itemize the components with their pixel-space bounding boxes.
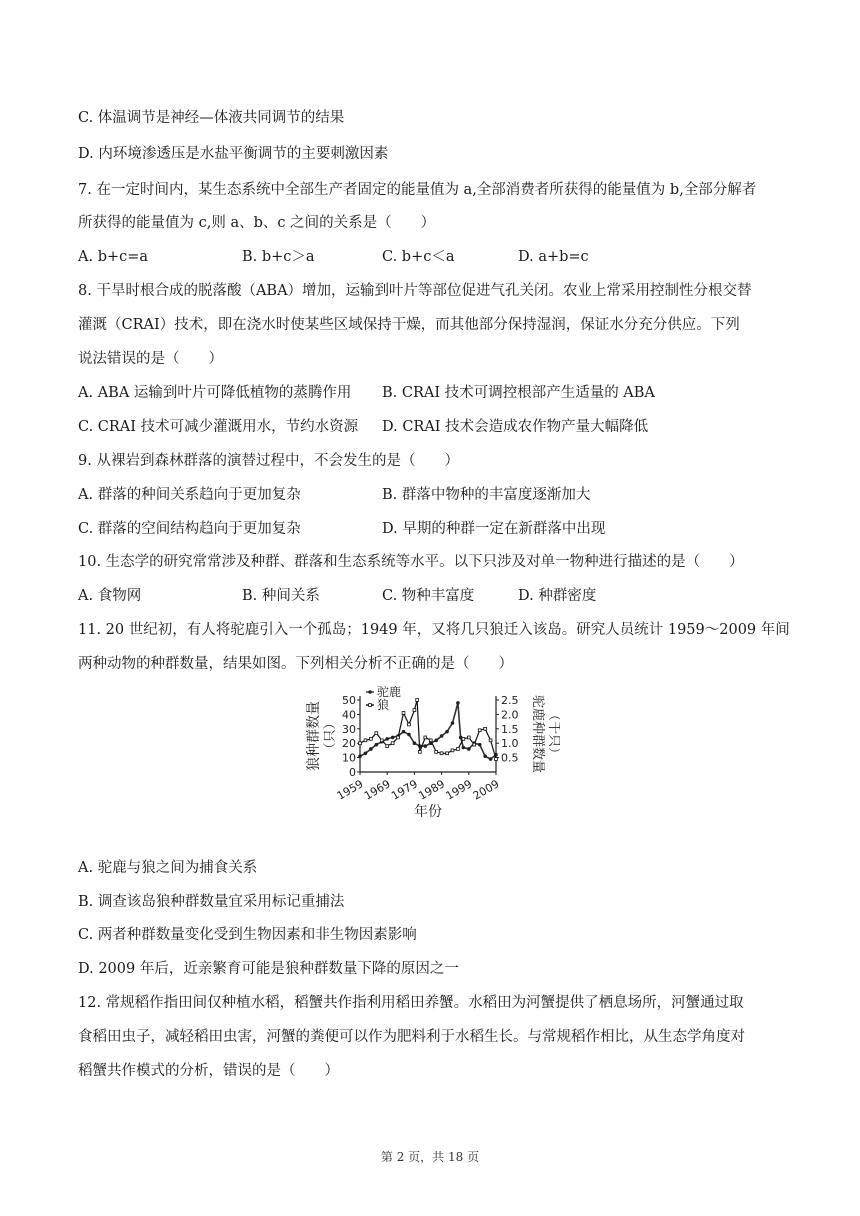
series-point-0 bbox=[407, 733, 411, 737]
left-tick-label: 10 bbox=[342, 751, 356, 765]
series-point-1 bbox=[364, 739, 367, 742]
q7-option-c[interactable]: C. b+c＜a bbox=[382, 249, 455, 265]
series-point-1 bbox=[435, 750, 438, 753]
population-chart bbox=[300, 686, 560, 822]
series-point-1 bbox=[424, 736, 427, 739]
q11-stem-line2: 两种动物的种群数量，结果如图。下列相关分析不正确的是（ ） bbox=[78, 656, 513, 672]
y-axis-left-unit: （只） bbox=[323, 716, 338, 756]
series-point-0 bbox=[451, 721, 455, 725]
x-tick-label: 2009 bbox=[470, 777, 502, 803]
series-point-1 bbox=[457, 748, 460, 751]
right-tick-label: 2.5 bbox=[501, 694, 519, 707]
q10-stem: 10. 生态学的研究常常涉及种群、群落和生态系统等水平。以下只涉及对单一物种进行描述的是（ ） bbox=[78, 554, 744, 570]
series-point-0 bbox=[462, 746, 466, 750]
legend-marker-1 bbox=[369, 704, 372, 707]
q10-option-d[interactable]: D. 种群密度 bbox=[518, 588, 597, 604]
q8-stem-line3: 说法错误的是（ ） bbox=[78, 351, 223, 367]
series-point-0 bbox=[402, 730, 406, 734]
q10-option-b[interactable]: B. 种间关系 bbox=[242, 588, 320, 604]
series-point-1 bbox=[451, 749, 454, 752]
series-point-0 bbox=[413, 741, 417, 745]
series-point-1 bbox=[386, 745, 389, 748]
q8-option-d[interactable]: D. CRAI 技术会造成农作物产量大幅降低 bbox=[382, 419, 649, 435]
q8-stem-line2: 灌溉（CRAI）技术，即在浇水时使某些区域保持干燥，而其他部分保持湿润，保证水分充分供应。下列 bbox=[78, 317, 740, 333]
y-axis-right-unit: （千只） bbox=[546, 707, 560, 761]
series-point-1 bbox=[484, 727, 487, 730]
page-footer: 第 2 页，共 18 页 bbox=[380, 1150, 480, 1164]
x-axis-label: 年份 bbox=[414, 804, 442, 820]
series-point-1 bbox=[397, 736, 400, 739]
q11-option-d[interactable]: D. 2009 年后，近亲繁育可能是狼种群数量下降的原因之一 bbox=[78, 961, 459, 977]
q7-stem-line2: 所获得的能量值为 c,则 a、b、c 之间的关系是（ ） bbox=[78, 215, 436, 231]
left-tick-label: 30 bbox=[342, 722, 356, 736]
series-point-0 bbox=[478, 743, 482, 747]
series-point-0 bbox=[369, 747, 373, 751]
left-tick-label: 20 bbox=[342, 737, 356, 751]
series-point-1 bbox=[408, 723, 411, 726]
q6-option-c: C. 体温调节是神经—体液共同调节的结果 bbox=[78, 110, 345, 126]
q8-option-c[interactable]: C. CRAI 技术可减少灌溉用水，节约水资源 bbox=[78, 419, 359, 435]
legend-label: 驼鹿 bbox=[377, 686, 402, 699]
q9-option-c[interactable]: C. 群落的空间结构趋向于更加复杂 bbox=[78, 521, 301, 537]
series-point-1 bbox=[416, 699, 419, 702]
q11-option-b[interactable]: B. 调查该岛狼种群数量宜采用标记重捕法 bbox=[78, 894, 345, 910]
series-point-1 bbox=[418, 750, 421, 753]
x-tick-label: 1999 bbox=[443, 777, 475, 803]
q9-option-d[interactable]: D. 早期的种群一定在新群落中出现 bbox=[382, 521, 606, 537]
series-point-0 bbox=[467, 747, 471, 751]
series-point-0 bbox=[434, 739, 438, 743]
q10-option-a[interactable]: A. 食物网 bbox=[78, 588, 142, 604]
series-point-0 bbox=[456, 701, 460, 705]
series-point-1 bbox=[375, 732, 378, 735]
x-tick-label: 1959 bbox=[334, 777, 366, 803]
series-point-0 bbox=[364, 751, 368, 755]
series-point-1 bbox=[402, 712, 405, 715]
x-tick-label: 1989 bbox=[416, 777, 448, 803]
series-point-1 bbox=[446, 752, 449, 755]
series-point-1 bbox=[473, 743, 476, 746]
series-point-0 bbox=[483, 754, 487, 758]
q7-option-b[interactable]: B. b+c＞a bbox=[242, 249, 315, 265]
right-tick-label: 0.5 bbox=[501, 751, 519, 765]
series-point-1 bbox=[462, 737, 465, 740]
series-point-1 bbox=[467, 736, 470, 739]
series-point-1 bbox=[489, 739, 492, 742]
q12-stem-line3: 稻蟹共作模式的分析，错误的是（ ） bbox=[78, 1063, 339, 1079]
left-tick-label: 50 bbox=[342, 694, 356, 707]
q8-stem-line1: 8. 干旱时根合成的脱落酸（ABA）增加，运输到叶片等部位促进气孔关闭。农业上常采用控制性分根交替 bbox=[78, 283, 752, 299]
left-tick-label: 40 bbox=[342, 708, 356, 722]
right-tick-label: 1.0 bbox=[501, 737, 519, 751]
right-tick-label: 1.5 bbox=[501, 722, 519, 736]
series-point-1 bbox=[391, 742, 394, 745]
left-tick-label: 0 bbox=[349, 766, 356, 779]
series-point-0 bbox=[375, 743, 379, 747]
series-point-0 bbox=[440, 734, 444, 738]
y-axis-left-label: 狼种群数量 bbox=[306, 701, 322, 771]
x-tick-label: 1969 bbox=[361, 777, 393, 803]
series-point-1 bbox=[478, 729, 481, 732]
series-point-1 bbox=[495, 758, 498, 761]
right-tick-label: 2.0 bbox=[501, 708, 519, 722]
legend-marker-0 bbox=[368, 690, 372, 694]
q6-option-d: D. 内环境渗透压是水盐平衡调节的主要刺激因素 bbox=[78, 146, 389, 162]
population-chart-svg bbox=[300, 686, 560, 822]
x-tick-label: 1979 bbox=[389, 777, 420, 803]
q12-stem-line1: 12. 常规稻作指田间仅种植水稻，稻蟹共作指利用稻田养蟹。水稻田为河蟹提供了栖息场所，河蟹通过取 bbox=[78, 995, 744, 1011]
q7-stem-line1: 7. 在一定时间内，某生态系统中全部生产者固定的能量值为 a,全部消费者所获得的能量值为 b,全部分解者 bbox=[78, 182, 757, 198]
series-point-1 bbox=[429, 739, 432, 742]
q7-option-d[interactable]: D. a+b=c bbox=[518, 249, 589, 265]
q9-stem: 9. 从裸岩到森林群落的演替过程中，不会发生的是（ ） bbox=[78, 453, 459, 469]
series-point-0 bbox=[391, 736, 395, 740]
series-point-0 bbox=[423, 744, 427, 748]
q9-option-b[interactable]: B. 群落中物种的丰富度逐渐加大 bbox=[382, 487, 591, 503]
series-point-1 bbox=[413, 709, 416, 712]
legend-label: 狼 bbox=[377, 698, 390, 712]
q8-option-a[interactable]: A. ABA 运输到叶片可降低植物的蒸腾作用 bbox=[78, 385, 352, 401]
series-point-0 bbox=[385, 737, 389, 741]
y-axis-right-label: 驼鹿种群数量 bbox=[530, 694, 545, 774]
q11-stem-line1: 11. 20 世纪初，有人将驼鹿引入一个孤岛；1949 年，又将几只狼迁入该岛。研究人员统计 1959～2009 年间 bbox=[78, 622, 790, 638]
series-point-0 bbox=[445, 730, 449, 734]
q11-option-a[interactable]: A. 驼鹿与狼之间为捕食关系 bbox=[78, 860, 258, 876]
series-point-1 bbox=[369, 737, 372, 740]
q10-option-c[interactable]: C. 物种丰富度 bbox=[382, 588, 475, 604]
q11-option-c[interactable]: C. 两者种群数量变化受到生物因素和非生物因素影响 bbox=[78, 927, 417, 943]
q9-option-a[interactable]: A. 群落的种间关系趋向于更加复杂 bbox=[78, 487, 301, 503]
q7-option-a[interactable]: A. b+c=a bbox=[78, 249, 149, 265]
q12-stem-line2: 食稻田虫子，减轻稻田虫害，河蟹的粪便可以作为肥料利于水稻生长。与常规稻作相比，从生态学角度对 bbox=[78, 1029, 745, 1045]
series-point-1 bbox=[440, 752, 443, 755]
series-point-1 bbox=[380, 739, 383, 742]
q8-option-b[interactable]: B. CRAI 技术可调控根部产生适量的 ABA bbox=[382, 385, 655, 401]
series-point-1 bbox=[359, 742, 362, 745]
series-point-0 bbox=[358, 754, 362, 758]
series-point-0 bbox=[489, 757, 493, 761]
